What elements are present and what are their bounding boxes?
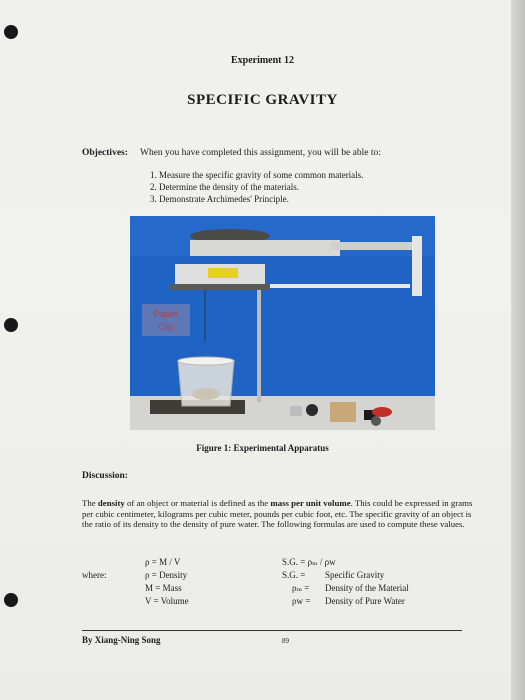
formula-left: M = Mass: [145, 583, 182, 593]
binder-hole-bottom: [4, 593, 18, 607]
paper-clip-label: Paper: [153, 309, 179, 319]
formula-right-definition: Specific Gravity: [325, 570, 385, 580]
formula-right-symbol: ρₘ =: [292, 583, 310, 593]
objectives-list: [150, 169, 363, 205]
objective-item: 3. Demonstrate Archimedes' Principle.: [150, 194, 289, 204]
page-title: SPECIFIC GRAVITY: [187, 92, 338, 108]
figure-caption: Figure 1: Experimental Apparatus: [196, 443, 329, 453]
binder-hole-middle: [4, 318, 18, 332]
stand-arm: [260, 284, 410, 288]
apparatus-photo: [130, 216, 435, 430]
discussion-paragraph: The density of an object or material is defined as the mass per unit volume. This could be expressed in grams per cubic centimeter, kilograms per cubic meter, pounds per cubic foot, etc. The specific gravity of an object is the ratio of its density to the density of pure water. The following formulas are used to compute these values.: [82, 498, 473, 529]
sample-object: [306, 404, 318, 416]
footer-rule: [82, 630, 462, 631]
formula-right-definition: Density of the Material: [325, 583, 409, 593]
sample-wood-block: [330, 402, 356, 422]
formula-left: ρ = M / V: [145, 557, 181, 567]
balance-label: [208, 268, 238, 278]
page-number: 89: [282, 637, 289, 645]
density-term: density: [97, 498, 125, 508]
objective-item: 2. Determine the density of the materials.: [150, 182, 299, 192]
formula-right-symbol: S.G. =: [282, 570, 306, 580]
formula-right-symbol: ρw =: [292, 596, 311, 606]
objectives-label: Objectives:: [82, 148, 128, 158]
formula-left: V = Volume: [145, 596, 189, 606]
binder-hole-top: [4, 25, 18, 39]
discussion-label: Discussion:: [82, 471, 128, 481]
objective-item: 1. Measure the specific gravity of some common materials.: [150, 170, 364, 180]
formula-left: ρ = Density: [145, 570, 188, 580]
paper-clip-label: Clip: [158, 322, 174, 332]
experiment-number: Experiment 12: [230, 55, 295, 66]
beam-arm: [190, 240, 340, 256]
mass-per-unit-volume-term: mass per unit volume: [270, 498, 351, 508]
objectives-intro: When you have completed this assignment, you will be able to:: [140, 148, 381, 158]
sample-object: [372, 407, 392, 417]
formula-right-definition: Density of Pure Water: [325, 596, 405, 606]
formula-right-symbol: S.G. = ρₘ / ρw: [282, 557, 336, 567]
sample-object: [290, 406, 302, 416]
stand-rod: [257, 282, 261, 402]
where-label: where:: [82, 570, 107, 580]
author-credit: By Xiang-Ning Song: [82, 635, 161, 645]
